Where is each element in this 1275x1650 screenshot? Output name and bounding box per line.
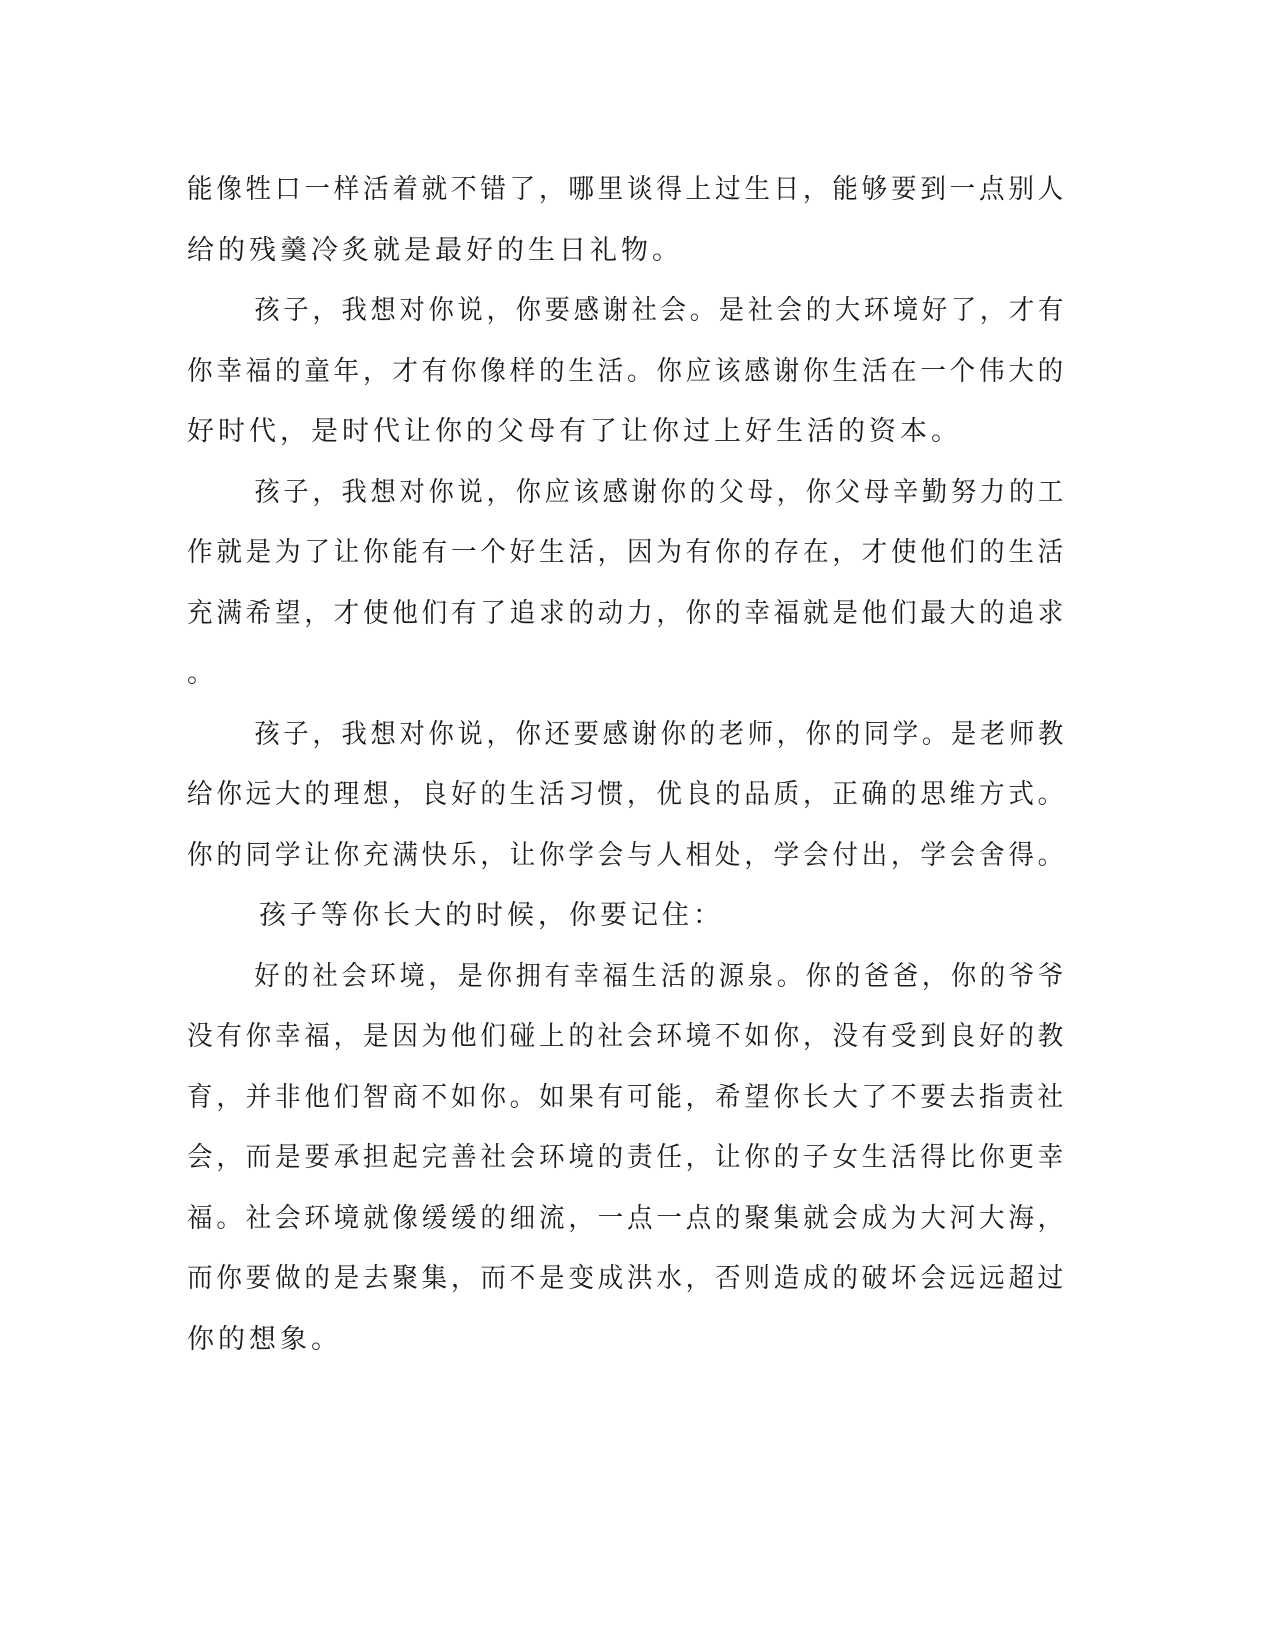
text-line: 你幸福的童年，才有你像样的生活。你应该感谢你生活在一个伟大的 — [187, 355, 1067, 387]
text-line: 给的残羹冷炙就是最好的生日礼物。 — [187, 234, 683, 266]
text-line: 孩子，我想对你说，你还要感谢你的老师，你的同学。是老师教 — [254, 718, 1067, 750]
text-line: 你的想象。 — [187, 1323, 342, 1355]
text-line: 好的社会环境，是你拥有幸福生活的源泉。你的爸爸，你的爷爷 — [254, 960, 1067, 992]
text-line: 孩子，我想对你说，你应该感谢你的父母，你父母辛勤努力的工 — [254, 476, 1067, 508]
text-line: 会，而是要承担起完善社会环境的责任，让你的子女生活得比你更幸 — [187, 1142, 1067, 1173]
text-line: 孩子，我想对你说，你要感谢社会。是社会的大环境好了，才有 — [254, 295, 1067, 326]
text-line: 育，并非他们智商不如你。如果有可能，希望你长大了不要去指责社 — [187, 1081, 1067, 1113]
text-line: 孩子等你长大的时候，你要记住： — [259, 900, 724, 931]
text-line: 福。社会环境就像缓缓的细流，一点一点的聚集就会成为大河大海， — [187, 1202, 1067, 1234]
text-line: 而你要做的是去聚集，而不是变成洪水，否则造成的破坏会远远超过 — [187, 1263, 1067, 1294]
text-line: 。 — [187, 658, 218, 689]
text-line: 好时代，是时代让你的父母有了让你过上好生活的资本。 — [187, 416, 962, 447]
text-line: 作就是为了让你能有一个好生活，因为有你的存在，才使他们的生活 — [187, 537, 1067, 568]
text-line: 给你远大的理想，良好的生活习惯，优良的品质，正确的思维方式。 — [187, 779, 1067, 810]
text-line: 能像牲口一样活着就不错了，哪里谈得上过生日，能够要到一点别人 — [187, 174, 1067, 205]
text-line: 充满希望，才使他们有了追求的动力，你的幸福就是他们最大的追求 — [187, 597, 1067, 629]
body-text — [187, 160, 1067, 1370]
text-line: 没有你幸福，是因为他们碰上的社会环境不如你，没有受到良好的教 — [187, 1021, 1067, 1052]
text-line: 你的同学让你充满快乐，让你学会与人相处，学会付出，学会舍得。 — [187, 839, 1067, 871]
